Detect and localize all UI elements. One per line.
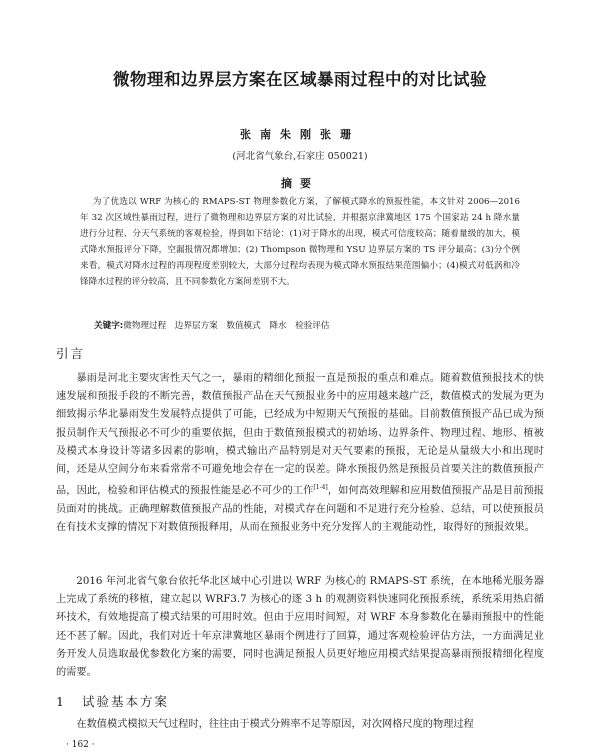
abstract-text: 为了优选以 WRF 为核心的 RMAPS-ST 物理参数化方案，了解模式降水的预报性能，本文针对 2006—2016 年 32 次区域性暴雨过程，进行了微物理和边界层方案的对比试验，并根据京津冀地区 175 个国家站 24 h 降水量进行分过程、分天气系统的客观检验，得到如下结论：(1)对于降水的出现，模式可信度较高；随着量级的加大，模式降水预报评分下降，空漏报情况都增加；(2) Thompson 微物理和 YSU 边界层方案的 TS 评分最高；(3)分个例来看，模式对降水过程的再现程度差别较大，大部分过程均表现为模式降水预报结果范围偏小；(4)模式对低涡和冷锋降水过程的评分较高，且不同参数化方案间差别不大。 (80, 197, 520, 287)
citation: [1-4] (313, 484, 328, 492)
experiment-paragraph-1: 在数值模式模拟天气过程时，往往由于模式分辨率不足等原因，对次网格尺度的物理过程 (76, 719, 474, 730)
section-heading-introduction: 引言 (56, 346, 86, 361)
paragraph-1-part-a: 暴雨是河北主要灾害性天气之一，暴雨的精细化预报一直是预报的重点和难点。随着数值预报技术的快速发展和预报手段的不断完善，数值预报产品在天气预报业务中的应用越来越广泛，数值模式的发展为更为细致揭示华北暴雨发生发展特点提供了可能，已经成为中短期天气预报的基础。目前数值预报产品已成为预报员制作天气预报必不可少的重要依据，但由于数值预报模式的初始场、边界条件、物理过程、地形、植被及模式本身设计等诸多因素的影响，模式输出产品特别是对天气要素的预报，无论是从量级大小和出现时间，还是从空间分布来看常常不可避免地会存在一定的误差。降水预报仍然是预报员首要关注的数值预报产品，因此，检验和评估模式的预报性能是必不可少的工作 (56, 373, 544, 497)
section-number: 1 (56, 694, 66, 709)
section-heading-experiment (56, 692, 169, 710)
keywords-line (94, 319, 329, 331)
abstract-heading: 摘要 (281, 177, 319, 190)
introduction-paragraph-1 (56, 370, 544, 537)
authors: 张南朱刚张珊 (240, 128, 360, 141)
affiliation: (河北省气象台,石家庄 050021) (232, 151, 368, 162)
section-title: 试验基本方案 (81, 694, 169, 709)
paragraph-1-part-b: ，如何高效理解和应用数值预报产品是目前预报员面对的挑战。正确理解数值预报产品的性能，对模式存在问题和不足进行充分检验、总结，可以使预报员在有技术支撑的情况下对数值预报释用，从而在预报业务中充分发挥人的主观能动性，取得好的预报效果。 (56, 485, 544, 534)
keywords-label: 关键字: (94, 321, 124, 331)
keywords: 微物理过程 边界层方案 数值模式 降水 检验评估 (123, 321, 330, 331)
page-number: · 162 · (66, 740, 95, 750)
paper-title: 微物理和边界层方案在区域暴雨过程中的对比试验 (113, 70, 487, 89)
introduction-paragraph-2: 2016 年河北省气象台依托华北区域中心引进以 WRF 为核心的 RMAPS-ST 系统，在本地稀光服务器上完成了系统的移植，建立起以 WRF3.7 为核心的逐 3 h 的观测资料快速同化预报系统，系统采用热启循环技术，有效地提高了模式结果的可用时效。但由于应用时间短，对 WRF 本身参数化在暴雨预报中的性能还不甚了解。因此，我们对近十年京津冀地区暴雨个例进行了回算，通过客观检验评估方法，一方面满足业务开发人员选取最优参数化方案的需要，同时也满足预报人员更好地应用模式结果提高暴雨预报精细化程度的需要。 (56, 576, 544, 679)
